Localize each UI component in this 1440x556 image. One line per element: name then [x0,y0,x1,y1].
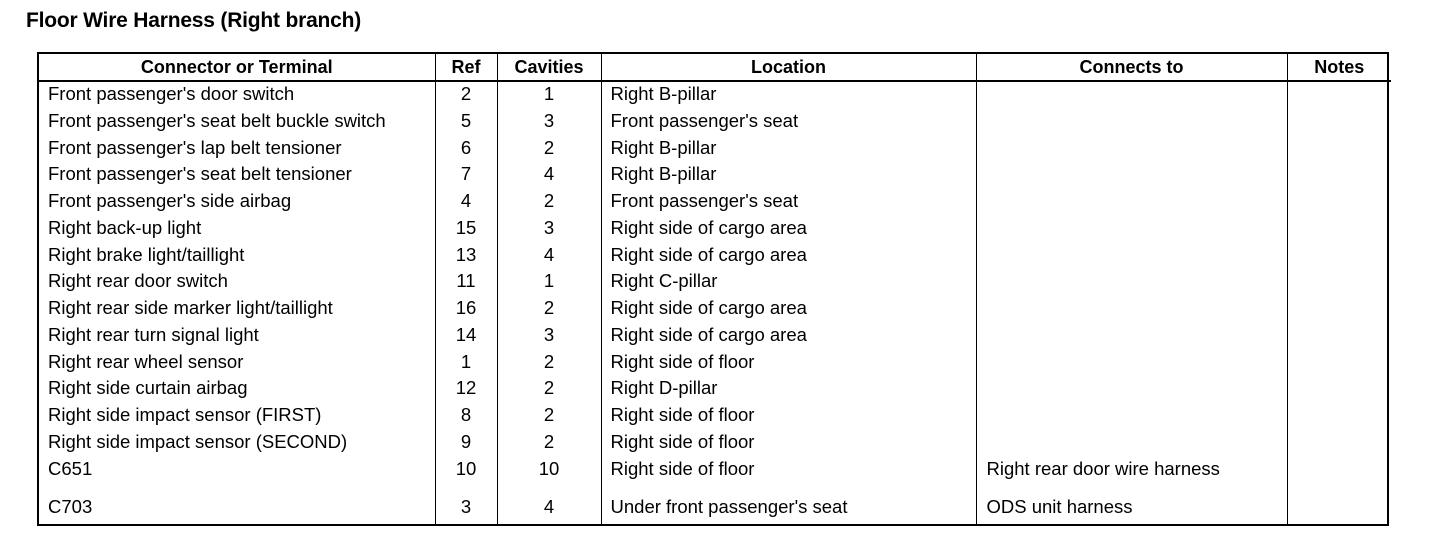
ref-cell: 16 [435,296,497,323]
ref-cell: 3 [435,483,497,524]
table-row [39,81,1391,109]
location-cell: Right side of floor [601,403,976,430]
table-header-row [39,54,1391,81]
connector-cell: Right brake light/taillight [48,243,245,265]
location-cell: Front passenger's seat [601,109,976,136]
location-cell: Right B-pillar [601,81,976,109]
cavities-cell: 2 [497,430,601,457]
cavities-cell: 2 [497,350,601,377]
ref-cell: 1 [435,350,497,377]
ref-cell: 11 [435,269,497,296]
connector-cell: Right rear door switch [48,270,228,292]
connects-to-cell [976,162,1287,189]
ref-cell: 7 [435,162,497,189]
location-cell: Right side of floor [601,457,976,484]
notes-cell [1287,109,1391,136]
cavities-cell: 2 [497,296,601,323]
ref-cell: 15 [435,216,497,243]
notes-cell [1287,483,1391,524]
location-cell: Right side of cargo area [601,243,976,270]
connects-to-cell [976,296,1287,323]
table-row [39,269,1391,296]
column-header-notes: Notes [1287,54,1391,81]
table-row [39,323,1391,350]
notes-cell [1287,269,1391,296]
connector-cell: Front passenger's door switch [48,83,295,104]
location-cell: Right B-pillar [601,136,976,163]
connects-to-cell [976,189,1287,216]
connects-to-cell [976,109,1287,136]
ref-cell: 8 [435,403,497,430]
location-cell: Right B-pillar [601,162,976,189]
notes-cell [1287,216,1391,243]
cavities-cell: 4 [497,243,601,270]
connects-to-cell [976,216,1287,243]
notes-cell [1287,323,1391,350]
location-cell: Right side of cargo area [601,296,976,323]
notes-cell [1287,189,1391,216]
column-header-location: Location [601,54,976,81]
harness-table-grid [39,54,1391,524]
ref-cell: 10 [435,457,497,484]
notes-cell [1287,403,1391,430]
connects-to-cell: Right rear door wire harness [976,457,1287,484]
notes-cell [1287,136,1391,163]
cavities-cell: 1 [497,81,601,109]
connects-to-cell [976,430,1287,457]
table-row [39,109,1391,136]
notes-cell [1287,81,1391,109]
table-row [39,376,1391,403]
location-cell: Right D-pillar [601,376,976,403]
connector-cell: Right side impact sensor (SECOND) [48,430,348,452]
connector-cell: Front passenger's side airbag [48,190,292,212]
connector-cell: Front passenger's seat belt tensioner [48,163,352,185]
ref-cell: 6 [435,136,497,163]
table-row [39,216,1391,243]
cavities-cell: 4 [497,162,601,189]
ref-cell: 9 [435,430,497,457]
location-cell: Right side of floor [601,430,976,457]
connects-to-cell [976,403,1287,430]
cavities-cell: 3 [497,109,601,136]
connects-to-cell [976,323,1287,350]
notes-cell [1287,296,1391,323]
location-cell: Right side of cargo area [601,323,976,350]
connects-to-cell [976,81,1287,109]
cavities-cell: 1 [497,269,601,296]
connector-cell: Front passenger's lap belt tensioner [48,136,342,158]
location-cell: Right side of cargo area [601,216,976,243]
table-row [39,350,1391,377]
connector-cell: Right side impact sensor (FIRST) [48,404,322,426]
table-row [39,136,1391,163]
notes-cell [1287,350,1391,377]
cavities-cell: 2 [497,136,601,163]
page-title: Floor Wire Harness (Right branch) [26,9,362,32]
harness-table [37,52,1389,526]
connector-cell: Right rear turn signal light [48,323,259,345]
ref-cell: 13 [435,243,497,270]
table-row [39,457,1391,484]
table-row [39,162,1391,189]
connects-to-cell [976,269,1287,296]
connects-to-cell [976,136,1287,163]
notes-cell [1287,376,1391,403]
table-row [39,189,1391,216]
ref-cell: 5 [435,109,497,136]
cavities-cell: 10 [497,457,601,484]
location-cell: Right C-pillar [601,269,976,296]
table-row [39,430,1391,457]
location-cell: Right side of floor [601,350,976,377]
cavities-cell: 2 [497,189,601,216]
connector-cell: Right back-up light [48,216,202,238]
cavities-cell: 2 [497,403,601,430]
ref-cell: 14 [435,323,497,350]
connector-cell: Front passenger's seat belt buckle switch [48,109,386,131]
connects-to-cell [976,376,1287,403]
table-row [39,296,1391,323]
notes-cell [1287,243,1391,270]
column-header-cavities: Cavities [497,54,601,81]
connects-to-cell [976,350,1287,377]
cavities-cell: 3 [497,216,601,243]
connector-cell: Right rear side marker light/taillight [48,297,333,319]
ref-cell: 4 [435,189,497,216]
connector-cell: C651 [48,457,93,479]
location-cell: Front passenger's seat [601,189,976,216]
connector-cell: Right side curtain airbag [48,377,248,399]
connector-cell: Right rear wheel sensor [48,350,244,372]
column-header-ref: Ref [435,54,497,81]
table-row [39,403,1391,430]
connects-to-cell [976,243,1287,270]
notes-cell [1287,162,1391,189]
notes-cell [1287,430,1391,457]
ref-cell: 12 [435,376,497,403]
cavities-cell: 2 [497,376,601,403]
cavities-cell: 4 [497,483,601,524]
table-row [39,483,1391,524]
connects-to-cell: ODS unit harness [976,483,1287,524]
column-header-connector: Connector or Terminal [39,54,435,81]
ref-cell: 2 [435,81,497,109]
column-header-connects-to: Connects to [976,54,1287,81]
notes-cell [1287,457,1391,484]
table-row [39,243,1391,270]
connector-cell: C703 [48,496,93,518]
cavities-cell: 3 [497,323,601,350]
location-cell: Under front passenger's seat [601,483,976,524]
